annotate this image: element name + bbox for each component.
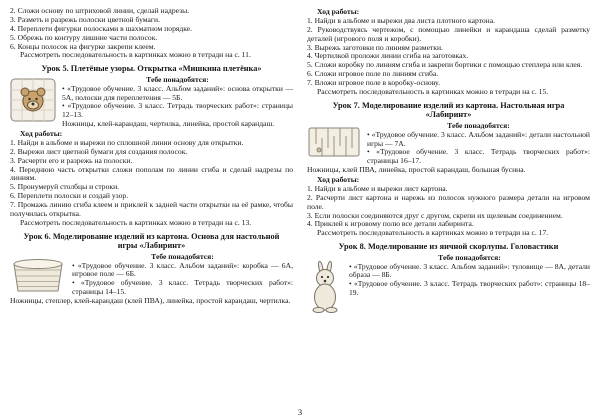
labyrinth-box-illustration (307, 124, 361, 160)
work-step: 5. Пронумеруй столбцы и строки. (10, 182, 120, 192)
left-column (10, 7, 293, 406)
work-step: 6. Сложи игровое поле по линиям сгиба. (307, 69, 439, 79)
work-heading: Ход работы: (317, 7, 360, 16)
work-step: 6. Переплети полоски и создай узор. (10, 191, 129, 201)
work-step: 3. Разметь и разрежь полоски цветной бумаги. (10, 14, 160, 24)
work-step: 4. Приклей к игровому полю все детали лабиринта. (307, 219, 474, 229)
right-column (307, 7, 590, 406)
work-step: 4. Чертилкой проложи линии сгиба на заготовках. (307, 51, 469, 61)
work-step: 2. Вырежи лист цветной бумаги для создания полосок. (10, 146, 188, 156)
needs-item: • «Трудовое обучение. 3 класс. Тетрадь творческих работ»: страницы 12–13. (10, 102, 293, 120)
lesson8-title: Урок 8. Моделирование из яичной скорлупы. Головастики (338, 242, 559, 252)
needs-item: • «Трудовое обучение. 3 класс. Альбом заданий»: детали настольной игры — 7А. (307, 131, 590, 149)
needs-heading: Тебе понадобятся: (438, 252, 501, 262)
work-step: 5. Сложи коробку по линиям сгиба и закрепи бортики с помощью степлера или клея. (307, 60, 583, 70)
needs-item: • «Трудовое обучение. 3 класс. Альбом заданий»: туловище — 8А, детали образа — 8Б. (307, 263, 590, 281)
work-step: 1. Найди в альбоме и вырежи по сплошной линии основу для открытки. (10, 137, 244, 147)
work-step: 3. Расчерти его и разрежь на полоски. (10, 155, 133, 165)
tools-line: Ножницы, степлер, клей-карандаш (клей ПВА), линейка, простой карандаш, чертилка. (10, 296, 291, 306)
work-step: 4. Переднюю часть открытки сложи пополам по линии сгиба и сделай надрезы по линиям. (10, 164, 293, 183)
page-number: 3 (297, 406, 303, 417)
work-step: 7. Промажь линию сгиба клеем и приклей к задней части открытки на её рамке, чтобы получилась открытка. (10, 200, 293, 218)
tools-line: Ножницы, клей ПВА, линейка, простой карандаш, большая бусина. (307, 165, 526, 175)
needs-heading: Тебе понадобятся: (447, 120, 510, 130)
cardboard-box-illustration (10, 255, 66, 295)
work-step: 7. Вложи игровое поле в коробку-основу. (307, 78, 440, 87)
needs-item: • «Трудовое обучение. 3 класс. Тетрадь творческих работ»: страницы 16–17. (307, 148, 590, 166)
work-step: 3. Если полоски соединяются друг с другом, скрепи их щелевым соединением. (307, 210, 563, 220)
work-step: 2. Расчерти лист картона и нарежь из полосок нужного размера детали на игровом поле. (307, 192, 590, 211)
lesson7-title: Урок 7. Моделирование изделий из картона. Настольная игра «Лабиринт» (332, 100, 565, 120)
work-step: 3. Вырежь заготовки по линиям разметки. (307, 42, 443, 52)
work-step: 2. Руководствуясь чертежом, с помощью линейки и карандаша сделай разметку деталей (игрового поля и коробки). (307, 24, 590, 43)
needs-heading: Тебе понадобятся: (146, 74, 209, 84)
workbook-note: Рассмотреть последовательность в картинках можно в тетради на с. 11. (20, 50, 251, 60)
needs-item: • «Трудовое обучение. 3 класс. Тетрадь творческих работ»: страницы 18–19. (307, 280, 590, 298)
work-step: 6. Концы полосок на фигурке закрепи клеем. (10, 41, 156, 51)
work-heading: Ход работы: (20, 129, 63, 139)
work-step: 1. Найди в альбоме и вырежи два листа плотного картона. (307, 15, 495, 25)
hare-character-illustration (307, 256, 343, 314)
columns (10, 7, 590, 406)
work-step: 2. Сложи основу по штриховой линии, сделай надрезы. (10, 6, 190, 15)
workbook-note: Рассмотреть последовательность в картинках можно в тетради на с. 15. (317, 86, 549, 96)
tools-line: Ножницы, клей-карандаш, чертилка, линейка, простой карандаш. (62, 119, 275, 129)
bear-woven-card-illustration (10, 78, 56, 122)
work-step: 1. Найди в альбоме и вырежи лист картона. (307, 183, 448, 193)
lesson6-title: Урок 6. Моделирование изделий из картона. Основа для настольной игры «Лабиринт» (23, 231, 280, 251)
work-step: 4. Переплети фигурки полосками в шахматном порядке. (10, 23, 193, 33)
lesson5-title: Урок 5. Плетёные узоры. Открытка «Мишкина плетёнка» (41, 64, 262, 74)
workbook-note: Рассмотреть последовательность в картинках можно в тетради на с. 13. (20, 217, 252, 227)
needs-item: • «Трудовое обучение. 3 класс. Альбом заданий»: коробка — 6А, игровое поле — 6Б. (10, 262, 293, 280)
needs-item: • «Трудовое обучение. 3 класс. Тетрадь творческих работ»: страницы 14–15. (10, 279, 293, 297)
work-heading: Ход работы: (317, 175, 360, 185)
workbook-note: Рассмотреть последовательность в картинках можно в тетради на с. 17. (317, 228, 549, 238)
needs-item: • «Трудовое обучение. 3 класс. Альбом заданий»: основа открытки — 5А, полоски для переплетения — 5Б. (10, 85, 293, 103)
work-step: 5. Обрежь по контуру лишние части полосок. (10, 32, 158, 42)
needs-heading: Тебе понадобятся: (151, 251, 214, 261)
